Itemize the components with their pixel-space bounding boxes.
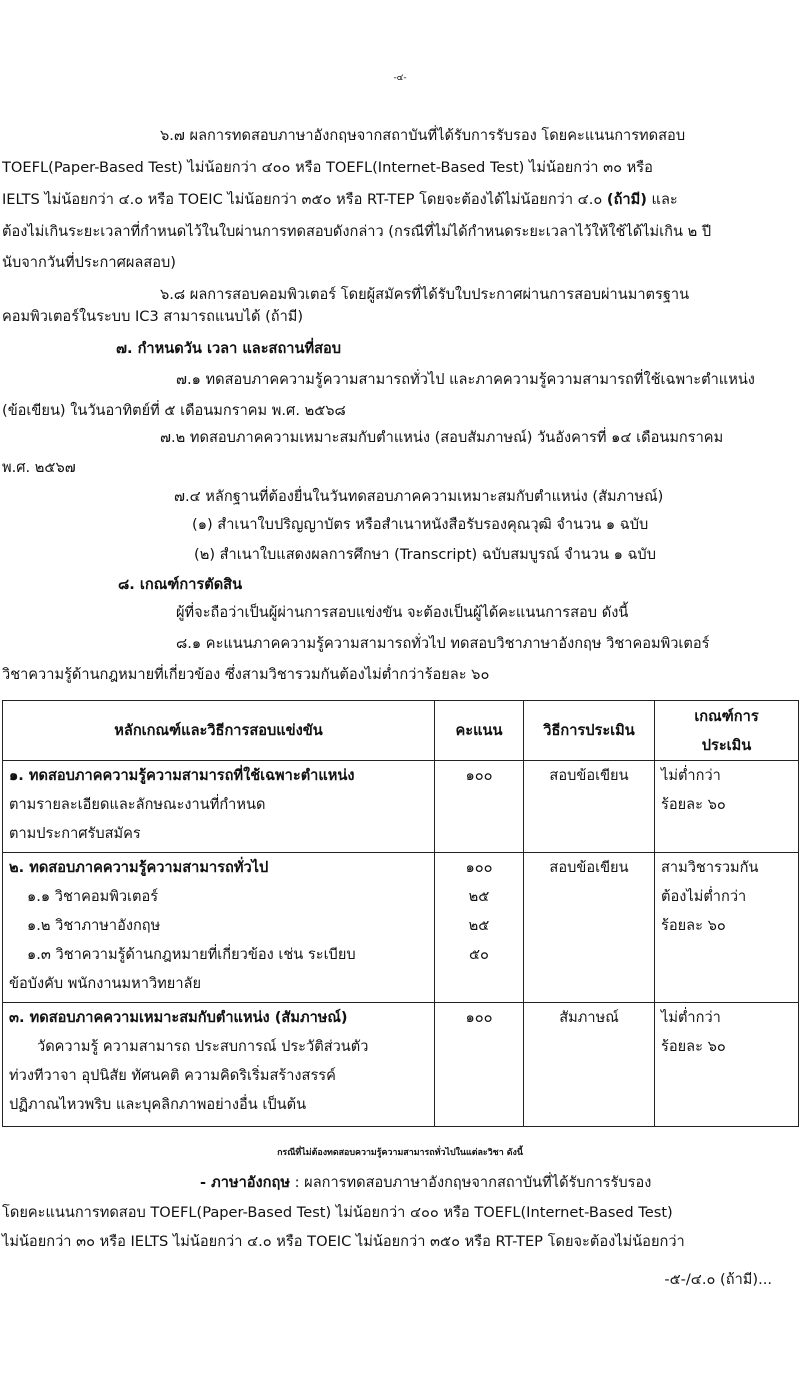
s6-7-optional: (ถ้ามี) (606, 191, 647, 208)
row2-eval (655, 853, 799, 1003)
row2-score (435, 853, 524, 1003)
s7-2-line1: ๗.๒ ทดสอบภาคความเหมาะสมกับตำแหน่ง (สอบสัมภาษณ์) วันอังคารที่ ๑๔ เดือนมกราคม (160, 429, 724, 446)
row3-eval1: ไม่ต่ำกว่า (661, 1009, 721, 1026)
row1-score: ๑๐๐ (435, 761, 524, 853)
s6-7-line5: นับจากวันที่ประกาศผลสอบ) (2, 254, 176, 271)
row3-detail2: ท่วงทีวาจา อุปนิสัย ทัศนคติ ความคิดริเริ่มสร้างสรรค์ (9, 1067, 336, 1084)
header-criteria: หลักเกณฑ์และวิธีการสอบแข่งขัน (3, 701, 435, 761)
row2-score3: ๕๐ (469, 946, 489, 963)
table-row (3, 1003, 799, 1127)
s7-heading: ๗. กำหนดวัน เวลา และสถานที่สอบ (116, 340, 342, 357)
row2-eval2: ต้องไม่ต่ำกว่า (661, 888, 747, 905)
header-eval-line1: เกณฑ์การ (694, 707, 759, 725)
s6-7-line3 (2, 190, 678, 210)
row3-score: ๑๐๐ (435, 1003, 524, 1127)
exempt-line1-text: : ผลการทดสอบภาษาอังกฤษจากสถาบันที่ได้รับการรับรอง (289, 1174, 652, 1191)
row2-criteria (3, 853, 435, 1003)
row3-eval (655, 1003, 799, 1127)
next-page-marker: -๕-/๔.๐ (ถ้ามี)... (664, 1271, 772, 1288)
s6-8-line2: คอมพิวเตอร์ในระบบ IC3 สามารถแนบได้ (ถ้ามี) (2, 308, 304, 325)
header-eval-line2: ประเมิน (701, 736, 752, 754)
s7-4-line: ๗.๔ หลักฐานที่ต้องยื่นในวันทดสอบภาคความเหมาะสมกับตำแหน่ง (สัมภาษณ์) (174, 488, 664, 505)
row1-criteria (3, 761, 435, 853)
exempt-line3: ไม่น้อยกว่า ๓๐ หรือ IELTS ไม่น้อยกว่า ๔.๐ หรือ TOEIC ไม่น้อยกว่า ๓๕๐ หรือ RT-TEP โดยจะต้องไม่น้อยกว่า (2, 1233, 685, 1250)
s6-7-line3-text: IELTS ไม่น้อยกว่า ๔.๐ หรือ TOEIC ไม่น้อยกว่า ๓๕๐ หรือ RT-TEP โดยจะต้องได้ไม่น้อยกว่า ๔.๐ (2, 191, 607, 208)
table-header-row (3, 701, 799, 761)
row1-detail2: ตามประกาศรับสมัคร (9, 825, 141, 842)
criteria-table (2, 700, 799, 1127)
s6-7-line2: TOEFL(Paper-Based Test) ไม่น้อยกว่า ๔๐๐ หรือ TOEFL(Internet-Based Test) ไม่น้อยกว่า ๓๐ หรือ (2, 159, 653, 176)
row3-criteria (3, 1003, 435, 1127)
table-row (3, 853, 799, 1003)
exempt-line2: โดยคะแนนการทดสอบ TOEFL(Paper-Based Test) ไม่น้อยกว่า ๔๐๐ หรือ TOEFL(Internet-Based Test) (2, 1204, 673, 1221)
row3-eval2: ร้อยละ ๖๐ (661, 1038, 726, 1055)
s6-7-line3-end: และ (646, 191, 678, 208)
exempt-line1 (200, 1173, 651, 1193)
row3-detail3: ปฏิภาณไหวพริบ และบุคลิกภาพอย่างอื่น เป็นต้น (9, 1096, 307, 1113)
row3-title: ๓. ทดสอบภาคความเหมาะสมกับตำแหน่ง (สัมภาษณ์) (9, 1009, 348, 1026)
row2-method: สอบข้อเขียน (524, 853, 655, 1003)
s6-7-line4: ต้องไม่เกินระยะเวลาที่กำหนดไว้ในใบผ่านการทดสอบดังกล่าว (กรณีที่ไม่ได้กำหนดระยะเวลาไว้ให้ใช้ได้ไม่เกิน ๒ ปี (2, 223, 712, 240)
row1-eval (655, 761, 799, 853)
row1-eval2: ร้อยละ ๖๐ (661, 796, 726, 813)
s8-intro: ผู้ที่จะถือว่าเป็นผู้ผ่านการสอบแข่งขัน จะต้องเป็นผู้ได้คะแนนการสอบ ดังนี้ (176, 604, 629, 621)
s8-heading: ๘. เกณฑ์การตัดสิน (118, 576, 243, 593)
row1-detail1: ตามรายละเอียดและลักษณะงานที่กำหนด (9, 796, 266, 813)
s8-1-line1: ๘.๑ คะแนนภาคความรู้ความสามารถทั่วไป ทดสอบวิชาภาษาอังกฤษ วิชาคอมพิวเตอร์ (176, 635, 710, 652)
page-number: -๔- (393, 73, 407, 83)
row2-score2: ๒๕ (468, 917, 490, 934)
s6-8-line1: ๖.๘ ผลการสอบคอมพิวเตอร์ โดยผู้สมัครที่ได้รับใบประกาศผ่านการสอบผ่านมาตรฐาน (160, 286, 690, 303)
s7-1-line1: ๗.๑ ทดสอบภาคความรู้ความสามารถทั่วไป และภาคความรู้ความสามารถที่ใช้เฉพาะตำแหน่ง (176, 371, 755, 388)
row1-title: ๑. ทดสอบภาคความรู้ความสามารถที่ใช้เฉพาะตำแหน่ง (9, 767, 355, 784)
row1-method: สอบข้อเขียน (524, 761, 655, 853)
row2-score-total: ๑๐๐ (465, 859, 493, 876)
header-method: วิธีการประเมิน (524, 701, 655, 761)
header-evaluation (655, 701, 799, 761)
exempt-english-label: - ภาษาอังกฤษ (200, 1174, 290, 1191)
s7-4-doc1: (๑) สำเนาใบปริญญาบัตร หรือสำเนาหนังสือรับรองคุณวุฒิ จำนวน ๑ ฉบับ (192, 516, 649, 533)
header-score: คะแนน (435, 701, 524, 761)
s7-1-line2: (ข้อเขียน) ในวันอาทิตย์ที่ ๕ เดือนมกราคม พ.ศ. ๒๕๖๘ (2, 402, 346, 419)
row2-eval3: ร้อยละ ๖๐ (661, 917, 726, 934)
row2-title: ๒. ทดสอบภาคความรู้ความสามารถทั่วไป (9, 859, 269, 876)
row3-detail1: วัดความรู้ ความสามารถ ประสบการณ์ ประวัติส่วนตัว (37, 1038, 369, 1055)
s8-1-line2: วิชาความรู้ด้านกฎหมายที่เกี่ยวข้อง ซึ่งสามวิชารวมกันต้องไม่ต่ำกว่าร้อยละ ๖๐ (2, 666, 490, 683)
table-row (3, 761, 799, 853)
row2-sub1: ๑.๑ วิชาคอมพิวเตอร์ (27, 888, 159, 905)
s7-2-line2: พ.ศ. ๒๕๖๗ (2, 459, 76, 476)
s7-4-doc2: (๒) สำเนาใบแสดงผลการศึกษา (Transcript) ฉบับสมบูรณ์ จำนวน ๑ ฉบับ (194, 546, 656, 563)
row2-sub2: ๑.๒ วิชาภาษาอังกฤษ (27, 917, 161, 934)
row2-eval1: สามวิชารวมกัน (661, 859, 759, 876)
row2-score1: ๒๕ (468, 888, 490, 905)
s6-7-line1: ๖.๗ ผลการทดสอบภาษาอังกฤษจากสถาบันที่ได้รับการรับรอง โดยคะแนนการทดสอบ (160, 127, 686, 144)
row1-eval1: ไม่ต่ำกว่า (661, 767, 721, 784)
row2-sub4: ข้อบังคับ พนักงานมหาวิทยาลัย (9, 975, 202, 992)
row2-sub3: ๑.๓ วิชาความรู้ด้านกฎหมายที่เกี่ยวข้อง เช่น ระเบียบ (27, 946, 356, 963)
row3-method: สัมภาษณ์ (524, 1003, 655, 1127)
exempt-heading: กรณีที่ไม่ต้องทดสอบความรู้ความสามารถทั่วไปในแต่ละวิชา ดังนี้ (277, 1148, 523, 1158)
